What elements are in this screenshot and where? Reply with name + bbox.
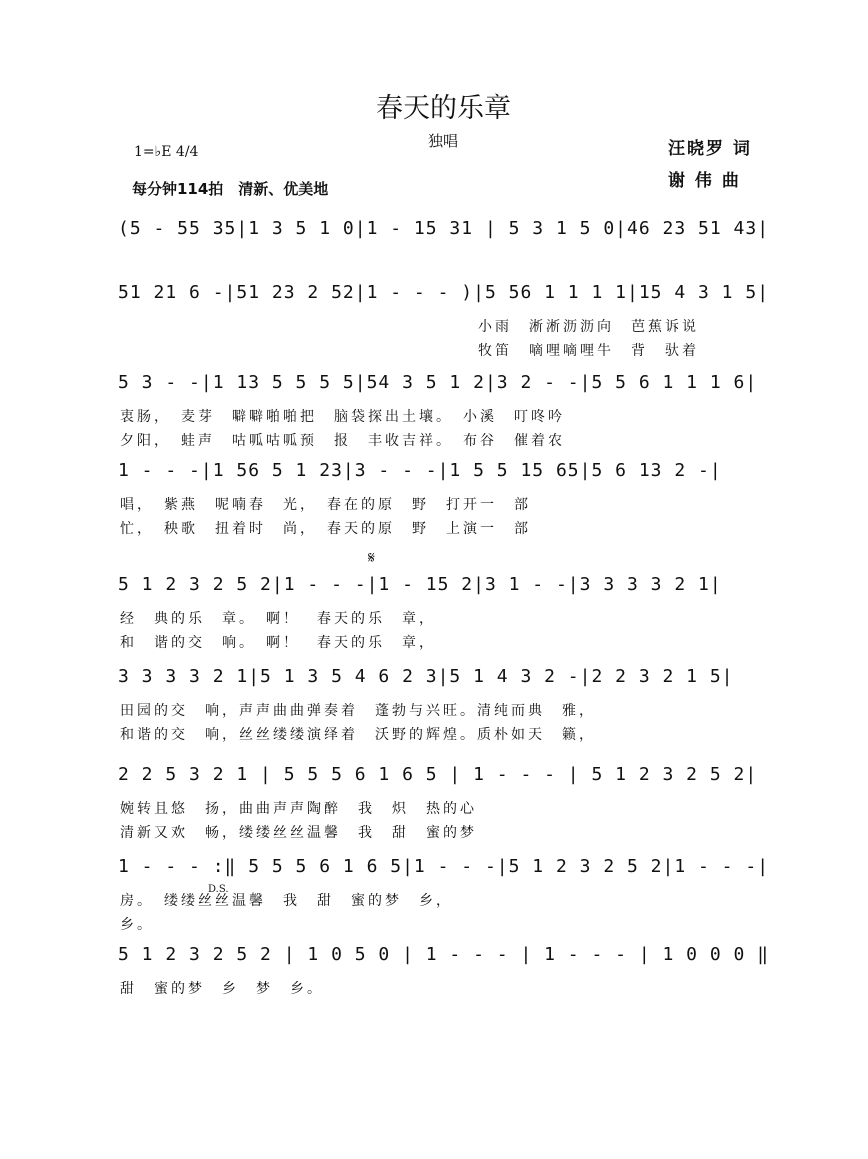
song-title: 春天的乐章 (376, 93, 511, 124)
notation: 1 - - - :‖ 5 5 5 6 1 6 5|1 - - -|5 1 2 3 2 5 2|1 - - -| (118, 856, 770, 877)
lyrics-verse-2: 和 谐的交 响。 啊！ 春天的乐 章， (120, 635, 436, 651)
key-signature: 1=♭E 4/4 (134, 144, 199, 160)
lyrics-verse-1: 经 典的乐 章。 啊！ 春天的乐 章， (120, 611, 436, 627)
lyrics-verse-1: 唱， 紫燕 呢喃春 光， 春在的原 野 打开一 部 (120, 497, 531, 513)
lyrics-verse-1: 小雨 淅淅沥沥向 芭蕉诉说 (478, 319, 699, 335)
subtitle: 独唱 (428, 132, 459, 150)
composer-credit: 谢 伟 曲 (668, 171, 741, 191)
lyrics-verse-2: 清新又欢 畅，缕缕丝丝温馨 我 甜 蜜的梦 (120, 825, 477, 841)
lyrics-verse-2: 忙， 秧歌 扭着时 尚， 春天的原 野 上演一 部 (120, 521, 531, 537)
ds-marking: D.S. (208, 884, 229, 895)
lyrics-verse-2: 夕阳， 蛙声 咕呱咕呱预 报 丰收吉祥。 布谷 催着农 (120, 433, 565, 449)
notation: (5 - 55 35|1 3 5 1 0|1 - 15 31 | 5 3 1 5 0|46 23 51 43| (118, 218, 770, 239)
segno-sign: 𝄋 (368, 548, 375, 567)
notation: 2 2 5 3 2 1 | 5 5 5 6 1 6 5 | 1 - - - | 5 1 2 3 2 5 2| (118, 764, 758, 785)
lyricist-credit: 汪晓罗 词 (668, 139, 752, 159)
tempo-marking: 每分钟114拍 清新、优美地 (132, 180, 329, 198)
lyrics-verse-1: 房。 缕缕丝丝温馨 我 甜 蜜的梦 乡， (120, 893, 453, 909)
lyrics-verse-2: 乡。 (120, 917, 154, 933)
notation: 1 - - -|1 56 5 1 23|3 - - -|1 5 5 15 65|5 6 13 2 -| (118, 460, 722, 481)
notation: 5 1 2 3 2 5 2|1 - - -|1 - 15 2|3 1 - -|3 3 3 3 2 1| (118, 574, 722, 595)
lyrics-verse-1: 婉转且悠 扬，曲曲声声陶醉 我 炽 热的心 (120, 801, 477, 817)
notation: 3 3 3 3 2 1|5 1 3 5 4 6 2 3|5 1 4 3 2 -|2 2 3 2 1 5| (118, 666, 734, 687)
notation: 5 3 - -|1 13 5 5 5 5|54 3 5 1 2|3 2 - -|5 5 6 1 1 1 6| (118, 372, 758, 393)
notation: 5 1 2 3 2 5 2 | 1 0 5 0 | 1 - - - | 1 - - - | 1 0 0 0 ‖ (118, 944, 770, 965)
lyrics-verse-2: 牧笛 嘀哩嘀哩牛 背 驮着 (478, 343, 699, 359)
lyrics-verse-1: 甜 蜜的梦 乡 梦 乡。 (120, 981, 324, 997)
lyrics-verse-1: 田园的交 响，声声曲曲弹奏着 蓬勃与兴旺。清纯而典 雅， (120, 703, 596, 719)
notation: 51 21 6 -|51 23 2 52|1 - - - )|5 56 1 1 1 1|15 4 3 1 5| (118, 282, 770, 303)
lyrics-verse-2: 和谐的交 响，丝丝缕缕演绎着 沃野的辉煌。质朴如天 籁， (120, 727, 596, 743)
lyrics-verse-1: 衷肠， 麦芽 噼噼啪啪把 脑袋探出土壤。 小溪 叮咚吟 (120, 409, 565, 425)
